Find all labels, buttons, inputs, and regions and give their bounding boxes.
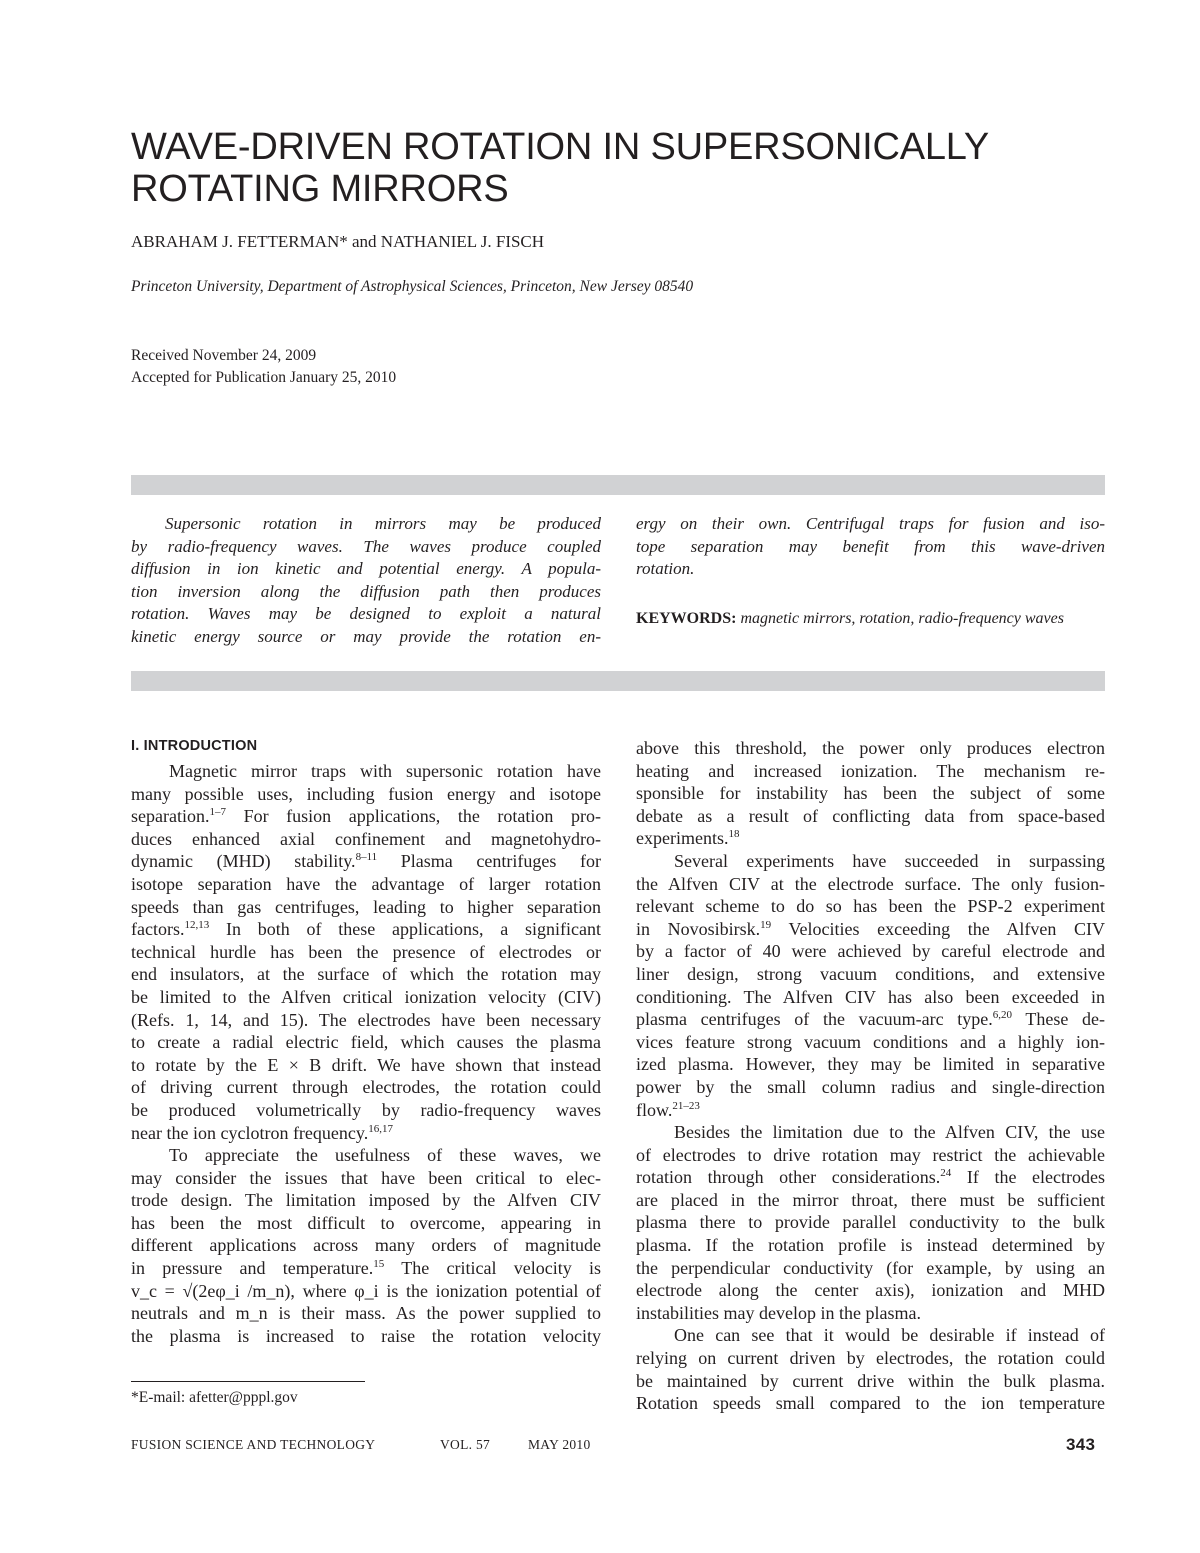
body-line bbox=[636, 1076, 1105, 1099]
body-line bbox=[131, 1076, 601, 1099]
reference-superscript: 16,17 bbox=[368, 1122, 393, 1135]
body-line bbox=[131, 896, 601, 919]
body-line bbox=[636, 805, 1105, 828]
body-text: plasma there to provide parallel conductivity to the bulk bbox=[636, 1212, 1105, 1233]
body-text: end insulators, at the surface of which the rotation may bbox=[131, 964, 601, 985]
body-line bbox=[131, 1144, 601, 1167]
body-text: above this threshold, the power only produces electron bbox=[636, 738, 1105, 758]
reference-superscript: 8–11 bbox=[355, 851, 378, 864]
body-text: rotation through other considerations. bbox=[636, 1167, 941, 1188]
body-line bbox=[636, 1008, 1105, 1031]
body-line bbox=[636, 986, 1105, 1009]
accepted-date: Accepted for Publication January 25, 2010 bbox=[131, 369, 397, 386]
body-text: sponsible for instability has been the subject of some bbox=[636, 783, 1105, 804]
body-line bbox=[636, 1211, 1105, 1234]
body-right-column bbox=[636, 737, 1105, 1415]
footnote-rule bbox=[131, 1381, 365, 1382]
body-line bbox=[131, 1325, 601, 1348]
body-text: be maintained by current drive within the bulk plasma. bbox=[636, 1370, 1105, 1391]
body-line bbox=[131, 1031, 601, 1054]
body-line bbox=[636, 940, 1105, 963]
keywords-text: magnetic mirrors, rotation, radio-frequency waves bbox=[740, 610, 1064, 627]
body-line bbox=[636, 827, 1105, 850]
title-line-2: ROTATING MIRRORS bbox=[131, 168, 509, 210]
body-text: separation. bbox=[131, 806, 210, 827]
body-text: factors. bbox=[131, 919, 185, 940]
body-line bbox=[131, 1167, 601, 1190]
body-text: The critical velocity is bbox=[384, 1258, 601, 1279]
keywords bbox=[636, 608, 1105, 630]
footer-date: MAY 2010 bbox=[528, 1437, 591, 1452]
reference-superscript: 6,20 bbox=[992, 1009, 1013, 1022]
body-text: plasma centrifuges of the vacuum-arc type. bbox=[636, 1009, 993, 1030]
abstract-left-column bbox=[131, 513, 601, 649]
abstract-bottom-band bbox=[131, 671, 1105, 691]
abstract-line: rotation. Waves may be designed to exploit a natural bbox=[131, 604, 601, 624]
body-text: be limited to the Alfven critical ionization velocity (CIV) bbox=[131, 986, 601, 1007]
body-text: Several experiments have succeeded in surpassing bbox=[674, 850, 1105, 871]
body-text: If the electrodes bbox=[951, 1167, 1105, 1188]
body-text: ized plasma. However, they may be limited in separative bbox=[636, 1054, 1105, 1075]
abstract-line: rotation. bbox=[636, 559, 695, 579]
reference-superscript: 1–7 bbox=[209, 806, 226, 819]
body-line bbox=[131, 873, 601, 896]
body-line bbox=[636, 1121, 1105, 1144]
body-line bbox=[636, 850, 1105, 873]
body-text: Plasma centrifuges for bbox=[377, 851, 601, 872]
body-text: debate as a result of conflicting data from space-based bbox=[636, 805, 1105, 826]
body-left-column bbox=[131, 760, 601, 1347]
body-line bbox=[636, 1234, 1105, 1257]
body-line bbox=[636, 1099, 1105, 1122]
body-line bbox=[636, 1347, 1105, 1370]
body-line bbox=[131, 1099, 601, 1122]
body-text: In both of these applications, a significant bbox=[209, 919, 601, 940]
footer-volume: VOL. 57 bbox=[440, 1437, 491, 1452]
body-text: electrode along the center axis), ionization and MHD bbox=[636, 1280, 1105, 1301]
paper-title bbox=[131, 126, 1091, 210]
body-text: v_c = √(2eφ_i /m_n), where φ_i is the ionization potential of bbox=[131, 1280, 601, 1301]
body-line bbox=[131, 918, 601, 941]
body-text: One can see that it would be desirable if instead of bbox=[674, 1325, 1105, 1346]
body-line bbox=[636, 760, 1105, 783]
body-line bbox=[636, 1053, 1105, 1076]
publication-dates bbox=[131, 345, 396, 389]
reference-superscript: 24 bbox=[940, 1167, 952, 1180]
body-text: in Novosibirsk. bbox=[636, 918, 761, 939]
reference-superscript: 21–23 bbox=[672, 1099, 700, 1112]
body-text: technical hurdle has been the presence of electrodes or bbox=[131, 941, 601, 962]
body-text: duces enhanced axial confinement and magnetohydro- bbox=[131, 828, 601, 849]
body-line bbox=[131, 1234, 601, 1257]
abstract-line: diffusion in ion kinetic and potential energy. A popula- bbox=[131, 559, 601, 579]
body-text: near the ion cyclotron frequency. bbox=[131, 1122, 369, 1143]
reference-superscript: 15 bbox=[373, 1258, 385, 1271]
body-text: of electrodes to drive rotation may restrict the achievable bbox=[636, 1144, 1105, 1165]
body-text: conditioning. The Alfven CIV has also been exceeded in bbox=[636, 986, 1105, 1007]
body-line bbox=[131, 805, 601, 828]
abstract-line: by radio-frequency waves. The waves produce coupled bbox=[131, 536, 601, 556]
abstract-line: kinetic energy source or may provide the rotation en- bbox=[131, 626, 601, 646]
body-text: the perpendicular conductivity (for example, by using an bbox=[636, 1257, 1105, 1278]
body-text: may consider the issues that have been critical to elec- bbox=[131, 1167, 601, 1188]
page-number: 343 bbox=[1066, 1435, 1096, 1454]
reference-superscript: 12,13 bbox=[184, 919, 210, 932]
body-text: plasma. If the rotation profile is instead determined by bbox=[636, 1235, 1105, 1256]
body-text: are placed in the mirror throat, there must be sufficient bbox=[636, 1189, 1105, 1210]
body-line bbox=[636, 1370, 1105, 1393]
body-text: different applications across many orders of magnitude bbox=[131, 1235, 601, 1256]
abstract-line: tope separation may benefit from this wave-driven bbox=[636, 536, 1105, 556]
body-text: to rotate by the E × B drift. We have shown that instead bbox=[131, 1054, 601, 1075]
body-line bbox=[636, 1031, 1105, 1054]
body-text: to create a radial electric field, which causes the plasma bbox=[131, 1032, 601, 1053]
body-line bbox=[636, 782, 1105, 805]
abstract-right-column bbox=[636, 513, 1105, 581]
body-line bbox=[636, 1144, 1105, 1167]
body-line bbox=[636, 873, 1105, 896]
body-line bbox=[131, 760, 601, 783]
affiliation: Princeton University, Department of Astrophysical Sciences, Princeton, New Jersey 08540 bbox=[131, 278, 694, 295]
body-text: by a factor of 40 were achieved by careful electrode and bbox=[636, 941, 1105, 962]
body-text: power by the small column radius and single-direction bbox=[636, 1076, 1105, 1097]
body-text: has been the most difficult to overcome, appearing in bbox=[131, 1212, 601, 1233]
body-line bbox=[636, 1257, 1105, 1280]
abstract-line: ergy on their own. Centrifugal traps for fusion and iso- bbox=[636, 514, 1105, 533]
body-line bbox=[636, 918, 1105, 941]
body-text: Besides the limitation due to the Alfven CIV, the use bbox=[674, 1122, 1105, 1143]
body-text: trode design. The limitation imposed by the Alfven CIV bbox=[131, 1190, 601, 1211]
body-text: flow. bbox=[636, 1099, 673, 1120]
body-text: To appreciate the usefulness of these waves, we bbox=[169, 1145, 601, 1166]
body-line bbox=[636, 1302, 1105, 1325]
footer-journal: FUSION SCIENCE AND TECHNOLOGY bbox=[131, 1437, 376, 1452]
body-line bbox=[131, 1054, 601, 1077]
body-line bbox=[131, 1257, 601, 1280]
body-text: (Refs. 1, 14, and 15). The electrodes have been necessary bbox=[131, 1009, 601, 1030]
body-text: liner design, strong vacuum conditions, and extensive bbox=[636, 963, 1105, 984]
body-line bbox=[131, 828, 601, 851]
body-line bbox=[131, 986, 601, 1009]
body-text: instabilities may develop in the plasma. bbox=[636, 1302, 921, 1323]
body-line bbox=[636, 1166, 1105, 1189]
body-text: For fusion applications, the rotation pro- bbox=[225, 806, 601, 827]
body-line bbox=[636, 1392, 1105, 1415]
title-line-1: WAVE-DRIVEN ROTATION IN SUPERSONICALLY bbox=[131, 126, 990, 168]
body-line bbox=[636, 1324, 1105, 1347]
abstract-line: Supersonic rotation in mirrors may be produced bbox=[165, 514, 601, 533]
body-line bbox=[131, 850, 601, 873]
abstract-top-band bbox=[131, 475, 1105, 495]
section-heading: I. INTRODUCTION bbox=[131, 738, 258, 754]
body-text: the Alfven CIV at the electrode surface. The only fusion- bbox=[636, 873, 1105, 894]
body-line bbox=[131, 1009, 601, 1032]
reference-superscript: 18 bbox=[728, 828, 740, 841]
keywords-label: KEYWORDS: bbox=[636, 610, 737, 627]
reference-superscript: 19 bbox=[760, 918, 772, 931]
body-text: in pressure and temperature. bbox=[131, 1258, 374, 1279]
body-text: speeds than gas centrifuges, leading to higher separation bbox=[131, 896, 601, 917]
author-list: ABRAHAM J. FETTERMAN* and NATHANIEL J. FISCH bbox=[131, 232, 545, 251]
body-text: These de- bbox=[1012, 1009, 1106, 1030]
body-text: the plasma is increased to raise the rotation velocity bbox=[131, 1325, 601, 1346]
body-line bbox=[131, 1122, 601, 1145]
body-text: relying on current driven by electrodes, the rotation could bbox=[636, 1348, 1105, 1369]
body-line bbox=[636, 1279, 1105, 1302]
body-text: many possible uses, including fusion energy and isotope bbox=[131, 783, 601, 804]
body-line bbox=[131, 1189, 601, 1212]
body-text: neutrals and m_n is their mass. As the power supplied to bbox=[131, 1303, 601, 1324]
body-text: relevant scheme to do so has been the PSP-2 experiment bbox=[636, 896, 1105, 917]
body-text: of driving current through electrodes, the rotation could bbox=[131, 1077, 601, 1098]
body-line bbox=[131, 1280, 601, 1303]
body-line bbox=[636, 963, 1105, 986]
body-line bbox=[636, 737, 1105, 760]
body-line bbox=[131, 941, 601, 964]
body-line bbox=[131, 963, 601, 986]
body-line bbox=[131, 783, 601, 806]
body-line bbox=[636, 895, 1105, 918]
body-line bbox=[636, 1189, 1105, 1212]
footnote-email: *E-mail: afetter@pppl.gov bbox=[131, 1389, 298, 1406]
body-text: Magnetic mirror traps with supersonic rotation have bbox=[169, 761, 601, 781]
abstract-line: tion inversion along the diffusion path then produces bbox=[131, 581, 601, 601]
body-text: heating and increased ionization. The mechanism re- bbox=[636, 760, 1105, 781]
body-text: Velocities exceeding the Alfven CIV bbox=[771, 918, 1105, 939]
received-date: Received November 24, 2009 bbox=[131, 347, 317, 364]
body-text: vices feature strong vacuum conditions and a highly ion- bbox=[636, 1031, 1105, 1052]
body-text: be produced volumetrically by radio-frequency waves bbox=[131, 1099, 601, 1120]
body-line bbox=[131, 1212, 601, 1235]
body-line bbox=[131, 1302, 601, 1325]
body-text: Rotation speeds small compared to the ion temperature bbox=[636, 1393, 1105, 1414]
body-text: isotope separation have the advantage of larger rotation bbox=[131, 873, 601, 894]
body-text: dynamic (MHD) stability. bbox=[131, 851, 356, 872]
body-text: experiments. bbox=[636, 828, 729, 849]
